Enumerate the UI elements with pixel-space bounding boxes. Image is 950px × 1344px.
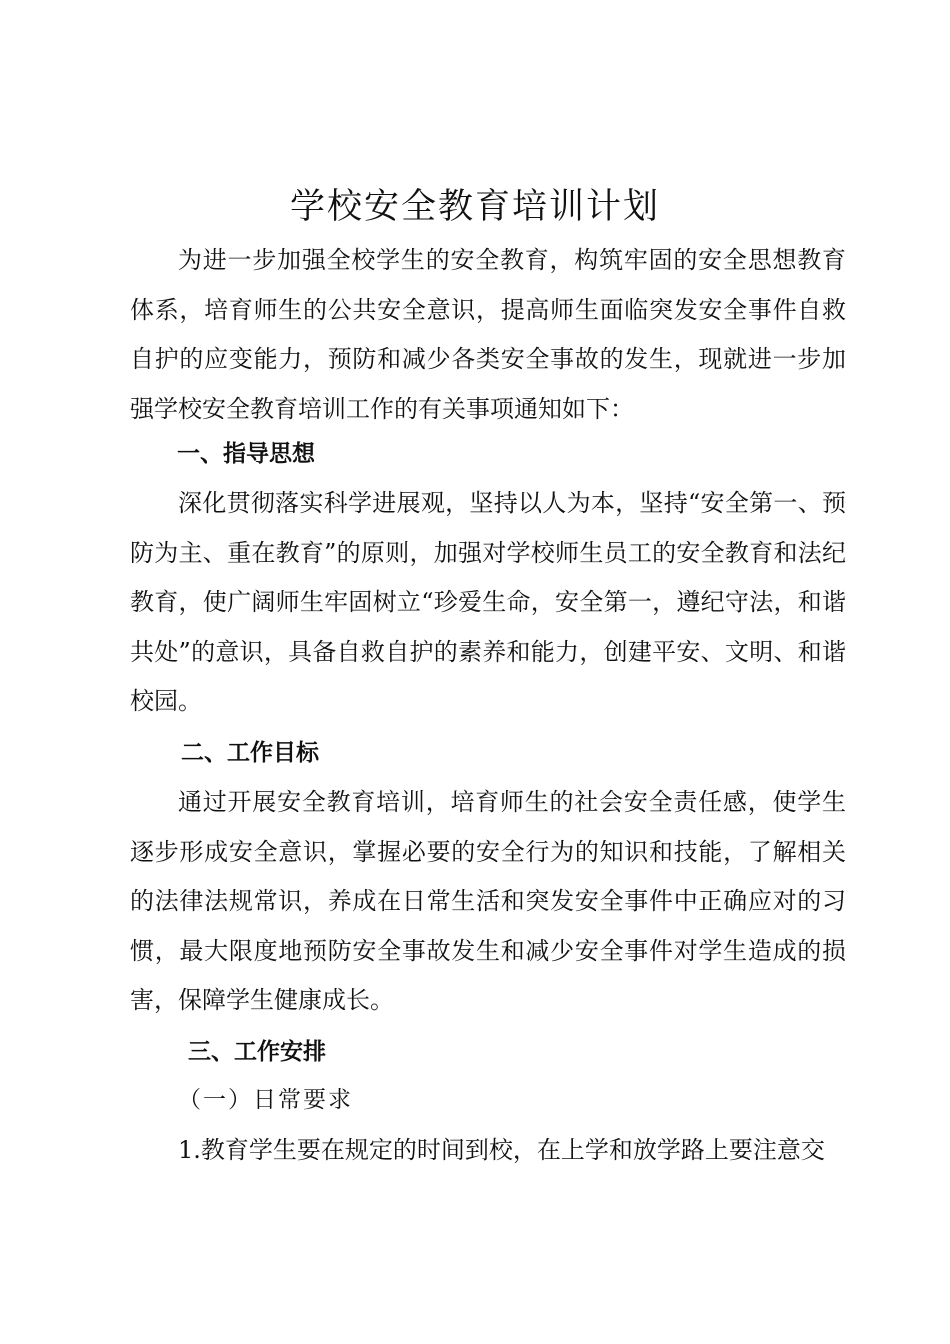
subheading-daily-requirements: （一）日常要求 <box>178 1087 353 1113</box>
document-title: 学校安全教育培训计划 <box>289 187 660 227</box>
guiding-ideology-paragraph: 深化贯彻落实科学进展观，坚持以人为本，坚持“安全第一、预防为主、重在教育”的原则，加强对学校师生员工的安全教育和法纪教育，使广阔师生牢固树立“珍爱生命，安全第一，遵纪守法，和谐共处”的意识，具备自救自护的素养和能力，创建平安、文明、和谐校园。 <box>130 489 846 715</box>
section-heading-guiding-ideology: 一、指导思想 <box>177 441 315 467</box>
list-item-1: 1.教育学生要在规定的时间到校，在上学和放学路上要注意交 <box>178 1136 825 1164</box>
intro-paragraph: 为进一步加强全校学生的安全教育，构筑牢固的安全思想教育体系，培育师生的公共安全意识，提高师生面临突发安全事件自救自护的应变能力，预防和减少各类安全事故的发生，现就进一步加强学校安全教育培训工作的有关事项通知如下： <box>130 246 846 423</box>
work-goals-paragraph: 通过开展安全教育培训，培育师生的社会安全责任感，使学生逐步形成安全意识，掌握必要的安全行为的知识和技能，了解相关的法律法规常识，养成在日常生活和突发安全事件中正确应对的习惯，最大限度地预防安全事故发生和减少安全事件对学生造成的损害，保障学生健康成长。 <box>130 788 846 1014</box>
section-heading-work-arrangement: 三、工作安排 <box>188 1039 326 1065</box>
section-heading-work-goals: 二、工作目标 <box>181 740 319 766</box>
